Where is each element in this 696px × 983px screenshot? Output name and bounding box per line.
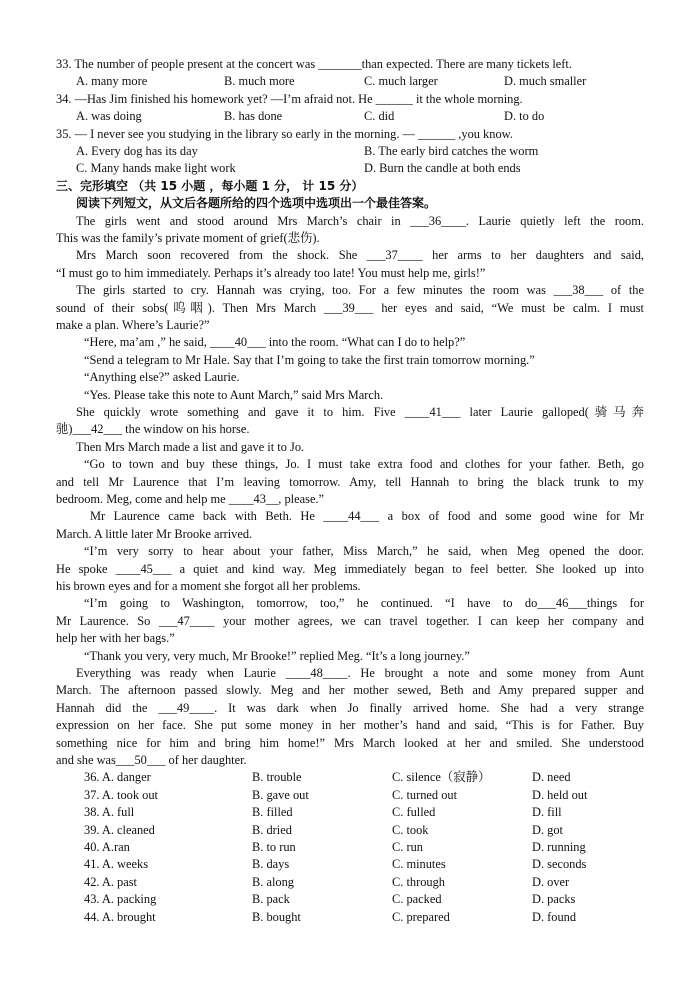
passage-line: March. A little later Mr Brooke arrived. <box>56 526 253 541</box>
question-option: D. much smaller <box>504 74 587 89</box>
passage-line: “I’m very sorry to hear about your father, Miss March,” he said, when Meg opened the door. <box>84 544 644 559</box>
answer-option: C. packed <box>392 892 442 907</box>
question-option: B. much more <box>224 74 295 89</box>
passage-line: bedroom. Meg, come and help me ____43__, please.” <box>56 492 325 507</box>
passage-line: something nice for him and bring him home!” Mrs March looked at her and smiled. She understood <box>56 735 644 750</box>
question-stem: 34. —Has Jim finished his homework yet? —I’m afraid not. He ______ it the whole morning. <box>56 91 523 106</box>
answer-option: B. filled <box>252 805 293 820</box>
answer-option: B. along <box>252 874 294 889</box>
passage-line: This was the family’s private moment of grief(悲伤). <box>56 231 320 246</box>
answer-option: B. gave out <box>252 787 309 802</box>
question-option: D. Burn the candle at both ends <box>364 161 521 176</box>
answer-option: 44. A. brought <box>84 909 156 924</box>
passage-line: March. The afternoon passed slowly. Meg and her mother sewed, Beth and Amy prepared supper and <box>56 683 644 698</box>
answer-option: 40. A.ran <box>84 840 130 855</box>
section-directions: 阅读下列短文，从文后各题所给的四个选项中选项出一个最佳答案。 <box>76 196 437 211</box>
passage-line: and tell Mr Laurence that I’m leaving tomorrow. Amy, tell Hannah to bring the black trunk to my <box>56 474 644 489</box>
passage-line: make a plan. Where’s Laurie?” <box>56 318 210 333</box>
question-stem: 35. — I never see you studying in the library so early in the morning. — ______ ,you know. <box>56 126 513 141</box>
option-row <box>56 73 644 90</box>
passage-line: “I must go to him immediately. Perhaps it’s already too late! You must help me, girls!” <box>56 265 486 280</box>
answer-option: C. prepared <box>392 909 450 924</box>
answer-option: D. seconds <box>532 857 587 872</box>
answer-row <box>56 891 644 908</box>
question-option: B. The early bird catches the worm <box>364 144 539 159</box>
passage-line: sound of their sobs(呜咽). Then Mrs March ___39___ her eyes and said, “We must be calm. I must <box>56 300 644 315</box>
answer-option: D. packs <box>532 892 576 907</box>
option-row <box>56 108 644 125</box>
answer-option: D. running <box>532 840 586 855</box>
answer-option: 39. A. cleaned <box>84 822 155 837</box>
question-option: C. Many hands make light work <box>76 161 236 176</box>
question-option: A. was doing <box>76 109 142 124</box>
answer-row <box>56 822 644 839</box>
answer-option: 36. A. danger <box>84 770 151 785</box>
passage-line: She quickly wrote something and gave it to him. Five ____41___ later Laurie galloped(骑马奔 <box>76 405 644 420</box>
answer-row <box>56 909 644 926</box>
answer-option: C. took <box>392 822 429 837</box>
answer-row <box>56 804 644 821</box>
passage-line: Mrs March soon recovered from the shock. She ___37____ her arms to her daughters and said, <box>76 248 644 263</box>
answer-option: B. to run <box>252 840 296 855</box>
passage-line: “Send a telegram to Mr Hale. Say that I’m going to take the first train tomorrow morning.” <box>84 352 535 367</box>
passage-line: and she was___50___ of her daughter. <box>56 752 247 767</box>
answer-option: D. held out <box>532 787 588 802</box>
exam-page <box>56 56 644 926</box>
question-option: B. has done <box>224 109 283 124</box>
passage-line: Then Mrs March made a list and gave it to Jo. <box>76 439 305 454</box>
passage-line: Mr Laurence came back with Beth. He ____44___ a box of food and some good wine for Mr <box>90 509 644 524</box>
answer-option: C. silence（寂静） <box>392 770 491 785</box>
passage-line: help her with her bags.” <box>56 631 175 646</box>
answer-option: B. pack <box>252 892 290 907</box>
answer-option: 37. A. took out <box>84 787 159 802</box>
question-option: D. to do <box>504 109 545 124</box>
answer-option: D. found <box>532 909 577 924</box>
passage-line: expression on her face. She put some money in her mother’s hand and said, “This is for Father. Buy <box>56 718 644 733</box>
cloze-passage <box>56 213 644 770</box>
passage-line: “Here, ma’am ,” he said, ____40___ into the room. “What can I do to help?” <box>84 335 466 350</box>
passage-line: 驰)___42___ the window on his horse. <box>56 422 250 437</box>
answer-option: C. minutes <box>392 857 446 872</box>
answer-option: 38. A. full <box>84 805 135 820</box>
question-option: A. Every dog has its day <box>76 144 198 159</box>
passage-line: The girls went and stood around Mrs March’s chair in ___36____. Laurie quietly left the room. <box>76 213 644 228</box>
cloze-answer-options <box>56 769 644 926</box>
question-option: C. did <box>364 109 395 124</box>
answer-option: B. bought <box>252 909 301 924</box>
passage-line: “I’m going to Washington, tomorrow, too,” he continued. “I have to do___46___things for <box>84 596 644 611</box>
answer-option: C. through <box>392 874 446 889</box>
answer-row <box>56 856 644 873</box>
option-row <box>56 143 644 160</box>
answer-row <box>56 769 644 786</box>
passage-line: “Thank you very, very much, Mr Brooke!” replied Meg. “It’s a long journey.” <box>84 648 470 663</box>
passage-line: “Yes. Please take this note to Aunt March,” said Mrs March. <box>84 387 384 402</box>
passage-line: Hannah did the ___49____. It was dark when Jo finally arrived home. She had a very strange <box>56 700 644 715</box>
answer-option: C. run <box>392 840 423 855</box>
passage-line: He spoke ____45___ a quiet and kind way. Meg immediately began to feel better. She looked up into <box>56 561 644 576</box>
passage-line: his brown eyes and for a moment she forgot all her problems. <box>56 579 361 594</box>
passage-line: Mr Laurence. So ___47____ your mother agrees, we can travel together. I can keep her company and <box>56 613 644 628</box>
answer-option: B. trouble <box>252 770 302 785</box>
answer-option: D. need <box>532 770 571 785</box>
answer-option: 41. A. weeks <box>84 857 149 872</box>
answer-option: D. got <box>532 822 563 837</box>
passage-line: “Anything else?” asked Laurie. <box>84 370 240 385</box>
answer-option: B. dried <box>252 822 292 837</box>
multiple-choice-section <box>56 56 644 178</box>
answer-option: D. over <box>532 874 570 889</box>
section-title: 三、完形填空 （共 15 小题 ，每小题 1 分， 计 15 分） <box>56 178 364 193</box>
answer-option: C. fulled <box>392 805 436 820</box>
answer-option: 42. A. past <box>84 874 138 889</box>
answer-row <box>56 787 644 804</box>
passage-line: Everything was ready when Laurie ____48____. He brought a note and some money from Aunt <box>76 666 644 681</box>
answer-row <box>56 839 644 856</box>
answer-option: D. fill <box>532 805 562 820</box>
passage-line: “Go to town and buy these things, Jo. I must take extra food and clothes for your father. Beth, go <box>84 457 644 472</box>
answer-option: B. days <box>252 857 290 872</box>
question-option: C. much larger <box>364 74 438 89</box>
answer-option: 43. A. packing <box>84 892 157 907</box>
answer-row <box>56 874 644 891</box>
question-stem: 33. The number of people present at the concert was _______than expected. There are many tickets left. <box>56 57 572 71</box>
question-option: A. many more <box>76 74 148 89</box>
option-row <box>56 160 644 177</box>
passage-line: The girls started to cry. Hannah was crying, too. For a few minutes the room was ___38___ of the <box>76 283 644 298</box>
answer-option: C. turned out <box>392 787 458 802</box>
